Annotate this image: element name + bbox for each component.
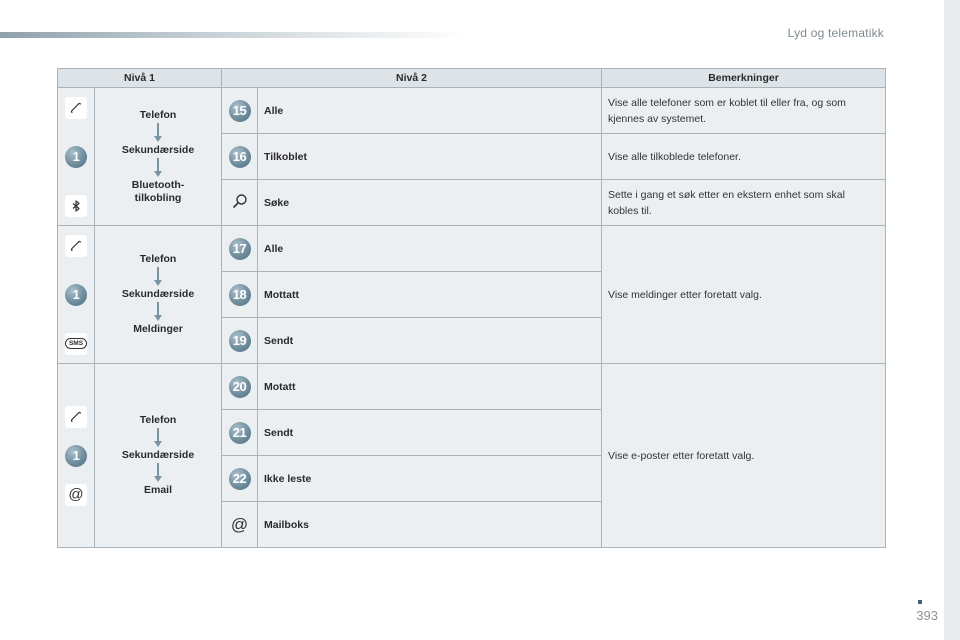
path-label: Telefon [139,414,177,426]
sms-label: SMS [65,338,87,349]
niva2-icon-cell [222,180,258,226]
item-badge: 18 [229,284,251,306]
arrow-down-icon [153,463,163,483]
remark-text: Vise alle tilkoblede telefoner. [602,134,886,180]
phone-icon [65,97,87,119]
remark-text: Vise alle telefoner som er koblet til eller fra, og som kjennes av systemet. [602,88,886,134]
page-number: 393 [916,608,938,623]
page-marker [918,600,922,604]
path-label: Sekundærside [121,449,195,461]
path-label: Telefon [139,108,177,121]
niva2-icon-cell [222,226,258,272]
level-badge: 1 [65,445,87,467]
item-badge: 21 [229,422,251,444]
item-badge: 22 [229,468,251,490]
column-header-niva2: Nivå 2 [222,69,602,88]
bluetooth-icon [65,195,87,217]
remark-text: Sette i gang et søk etter en ekstern enhet som skal kobles til. [602,180,886,226]
page-edge-strip [944,0,960,640]
niva1-icons [58,226,95,364]
niva2-icon-cell [222,134,258,180]
niva1-path [95,226,222,364]
niva1-path [95,364,222,548]
header-accent-bar [0,32,470,38]
arrow-down-icon [153,158,163,178]
niva2-label: Ikke leste [258,456,602,502]
level-badge: 1 [65,146,87,168]
niva2-label: Alle [258,226,602,272]
section-title: Lyd og telematikk [787,26,884,40]
niva2-icon-cell [222,318,258,364]
niva1-icons [58,364,95,548]
path-label: Sekundærside [121,288,195,300]
level-badge: 1 [65,284,87,306]
path-label: Meldinger [133,323,183,335]
table-row [58,226,886,272]
niva2-label: Mailboks [258,502,602,548]
path-label: Telefon [139,253,177,265]
menu-table [57,68,886,548]
niva1-icons [58,88,95,226]
remark-text: Vise meldinger etter foretatt valg. [602,226,886,364]
niva2-icon-cell [222,502,258,548]
niva2-label: Søke [258,180,602,226]
item-badge: 19 [229,330,251,352]
item-badge: 15 [229,100,251,122]
niva2-label: Motatt [258,364,602,410]
niva2-label: Tilkoblet [258,134,602,180]
table-row [58,88,886,134]
table-header-row [58,69,886,88]
niva2-icon-cell [222,364,258,410]
table-row [58,364,886,410]
niva2-icon-cell [222,88,258,134]
niva1-path [95,88,222,226]
arrow-down-icon [153,267,163,287]
item-badge: 17 [229,238,251,260]
niva2-label: Sendt [258,318,602,364]
email-icon [65,484,87,506]
niva2-label: Sendt [258,410,602,456]
phone-icon [65,406,87,428]
arrow-down-icon [153,302,163,322]
niva2-icon-cell [222,272,258,318]
item-badge: 16 [229,146,251,168]
path-label: Sekundærside [121,143,195,156]
niva2-label: Mottatt [258,272,602,318]
phone-icon [65,235,87,257]
niva2-icon-cell [222,456,258,502]
email-icon: @ [230,515,249,534]
arrow-down-icon [153,428,163,448]
at-symbol: @ [68,486,84,503]
sms-icon [65,333,87,355]
niva2-label: Alle [258,88,602,134]
arrow-down-icon [153,123,163,143]
niva2-icon-cell [222,410,258,456]
path-label: Bluetooth- tilkobling [131,178,185,204]
column-header-niva1: Nivå 1 [58,69,222,88]
remark-text: Vise e-poster etter foretatt valg. [602,364,886,548]
column-header-bemerkninger: Bemerkninger [602,69,886,88]
item-badge: 20 [229,376,251,398]
path-label: Email [143,484,172,496]
search-icon [231,192,249,213]
